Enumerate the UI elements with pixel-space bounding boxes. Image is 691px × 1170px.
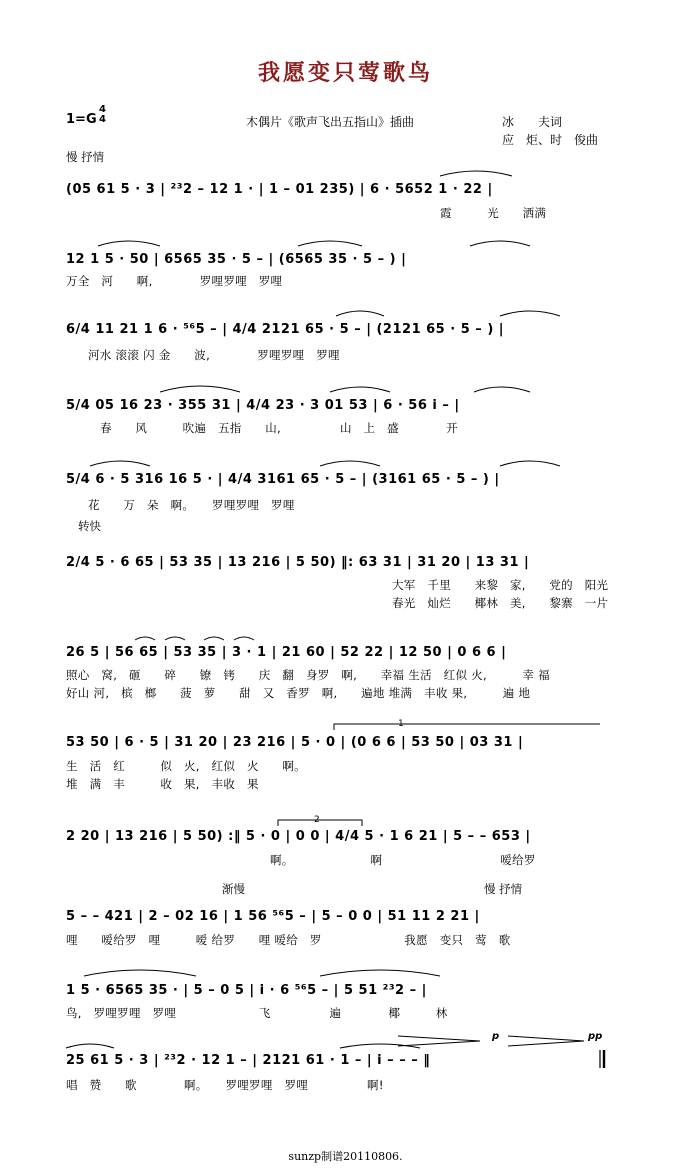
slur xyxy=(500,461,560,466)
lyric-line: 唱 赞 歌 啊。 罗哩罗哩 罗哩 啊! xyxy=(66,1078,384,1092)
slur xyxy=(470,241,530,246)
notation-line: 26 5 | 56 65 | 53 35 | 3 · 1 | 21 60 | 52 22 | 12 50 | 0 6 6 | xyxy=(66,645,507,660)
lyric-line: 鸟, 罗哩罗哩 罗哩 飞 遍 椰 林 xyxy=(66,1006,448,1020)
notation-line: 25 61 5 · 3 | ²³2 · 12 1 – | 2121 61 · 1 – | i – – – ‖ xyxy=(66,1053,431,1068)
slur xyxy=(440,171,512,176)
slur xyxy=(165,637,185,640)
slur xyxy=(160,386,240,392)
slur xyxy=(135,637,155,640)
tempo-mark: 慢 抒情 xyxy=(66,150,105,164)
composer-credit: 应 炬、时 俊曲 xyxy=(502,133,599,147)
slur xyxy=(336,311,384,316)
lyric-line: 好山 河, 槟 榔 菠 萝 甜 又 香罗 啊, 遍地 堆满 丰收 果, 遍 地 xyxy=(66,686,531,700)
time-signature: 4 4 xyxy=(99,104,106,125)
tempo-mark: 转快 xyxy=(78,519,101,533)
lyric-line: 大军 千里 来黎 家, 党的 阳光 xyxy=(392,578,609,592)
slur xyxy=(474,387,530,392)
lyric-line: 啊。 啊 嗳给罗 xyxy=(270,853,536,867)
lyric-line: 哩 嗳给罗 哩 嗳 给罗 哩 嗳给 罗 我愿 变只 莺 歌 xyxy=(66,933,511,947)
lyricist-credit: 冰 夫词 xyxy=(502,115,563,129)
volta-number: 1 xyxy=(398,719,404,729)
notation-line: 1 5 · 6565 35 · | 5 – 0 5 | i · 6 ⁵⁶5 – | 5 51 ²³2 – | xyxy=(66,983,427,998)
lyric-line: 生 活 红 似 火, 红似 火 啊。 xyxy=(66,759,306,773)
notation-line: 2/4 5 · 6 65 | 53 35 | 13 216 | 5 50) ‖: 63 31 | 31 20 | 13 31 | xyxy=(66,555,530,570)
volta-bracket xyxy=(334,724,600,730)
notation-line: 5/4 05 16 23 · 355 31 | 4/4 23 · 3 01 53 | 6 · 56 i – | xyxy=(66,398,460,413)
tempo-mark: 渐慢 xyxy=(222,882,245,896)
slur xyxy=(340,1044,420,1048)
notation-line: 53 50 | 6 · 5 | 31 20 | 23 216 | 5 · 0 | (0 6 6 | 53 50 | 03 31 | xyxy=(66,735,524,750)
notation-line: 6/4 11 21 1 6 · ⁵⁶5 – | 4/4 2121 65 · 5 – | (2121 65 · 5 – ) | xyxy=(66,322,505,337)
slur xyxy=(90,461,150,466)
slur xyxy=(320,461,380,466)
key-signature: 1=G xyxy=(66,112,97,127)
decrescendo-hairpin xyxy=(398,1036,480,1046)
lyric-line: 春光 灿烂 椰林 美, 黎寨 一片 xyxy=(392,596,609,610)
lyric-line: 霞 光 洒满 xyxy=(440,206,547,220)
lyric-line: 花 万 朵 啊。 罗哩罗哩 罗哩 xyxy=(88,498,295,512)
slur xyxy=(204,637,224,640)
tempo-mark: 慢 抒情 xyxy=(484,882,523,896)
lyric-line: 照心 窝, 砸 碎 镣 铐 庆 翻 身罗 啊, 幸福 生活 红似 火, 幸 福 xyxy=(66,668,550,682)
slur xyxy=(330,387,390,392)
page-title: 我愿变只莺歌鸟 xyxy=(257,60,433,86)
dynamic-marking: pp xyxy=(588,1031,603,1042)
notation-line: 5/4 6 · 5 316 16 5 · | 4/4 3161 65 · 5 – | (3161 65 · 5 – ) | xyxy=(66,472,500,487)
volta-number: 2 xyxy=(314,815,320,825)
slur xyxy=(234,637,254,640)
slur xyxy=(84,970,196,976)
lyric-line: 河水 滚滚 闪 金 波, 罗哩罗哩 罗哩 xyxy=(88,348,340,362)
slur xyxy=(320,970,440,976)
lyric-line: 万全 河 啊, 罗哩罗哩 罗哩 xyxy=(66,274,283,288)
notation-line: 2 20 | 13 216 | 5 50) :‖ 5 · 0 | 0 0 | 4/4 5 · 1 6 21 | 5 – – 653 | xyxy=(66,829,531,844)
dynamic-marking: p xyxy=(492,1031,500,1042)
source-note: 木偶片《歌声飞出五指山》插曲 xyxy=(246,115,415,129)
slur xyxy=(98,241,160,246)
notation-line: (05 61 5 · 3 | ²³2 – 12 1 · | 1 – 01 235) | 6 · 5652 1 · 22 | xyxy=(66,182,493,197)
slur xyxy=(500,311,560,316)
lyric-line: 堆 满 丰 收 果, 丰收 果 xyxy=(66,777,259,791)
notation-line: 12 1 5 · 50 | 6565 35 · 5 – | (6565 35 · 5 – ) | xyxy=(66,252,407,267)
volta-bracket xyxy=(278,820,362,826)
slur xyxy=(66,1044,114,1048)
lyric-line: 春 风 吹遍 五指 山, 山 上 盛 开 xyxy=(100,421,458,435)
decrescendo-hairpin xyxy=(508,1036,584,1046)
notation-line: 5 – – 421 | 2 – 02 16 | 1 56 ⁵⁶5 – | 5 – 0 0 | 51 11 2 21 | xyxy=(66,909,480,924)
slur xyxy=(298,241,362,246)
footer-credit: sunzp制谱20110806. xyxy=(288,1150,403,1163)
